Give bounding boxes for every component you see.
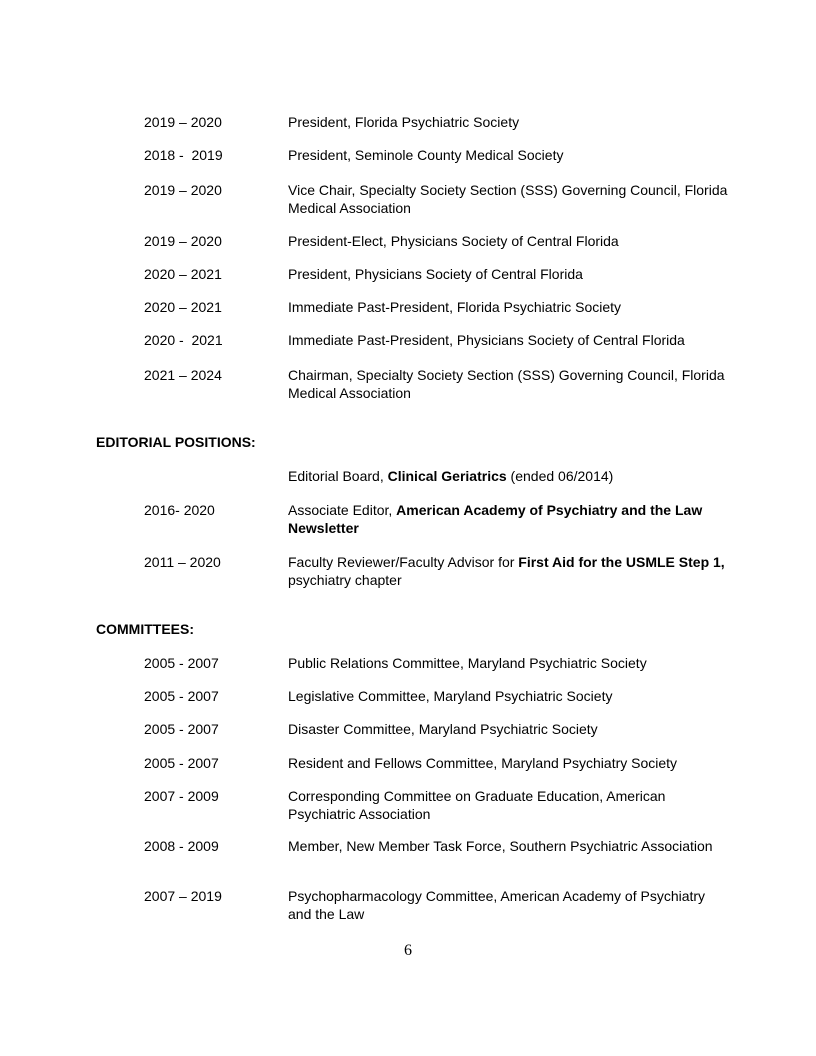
entry-description: Corresponding Committee on Graduate Education, American Psychiatric Association (288, 788, 666, 822)
entry-date: 2005 - 2007 (144, 755, 219, 771)
entry-date: 2019 – 2020 (144, 182, 222, 198)
entry-description: Vice Chair, Specialty Society Section (SSS) Governing Council, Florida Medical Association (288, 182, 728, 216)
entry-description: President-Elect, Physicians Society of Central Florida (288, 233, 619, 249)
entry-date: 2020 - 2021 (144, 332, 223, 348)
entry-description: Disaster Committee, Maryland Psychiatric Society (288, 721, 598, 737)
entry-description: Editorial Board, Clinical Geriatrics (ended 06/2014) (288, 468, 614, 484)
entry-date: 2016- 2020 (144, 502, 215, 518)
entry-date: 2020 – 2021 (144, 266, 222, 282)
entry-description: Immediate Past-President, Florida Psychiatric Society (288, 299, 622, 315)
entry-date: 2019 – 2020 (144, 233, 222, 249)
entry-description: Chairman, Specialty Society Section (SSS) Governing Council, Florida Medical Association (288, 367, 725, 401)
entry-description: President, Seminole County Medical Society (288, 147, 564, 163)
entry-date: 2018 - 2019 (144, 147, 223, 163)
entry-date: 2011 – 2020 (144, 554, 221, 570)
entry-date: 2007 – 2019 (144, 888, 222, 904)
section-heading-committees: COMMITTEES: (96, 621, 194, 637)
section-heading-editorial: EDITORIAL POSITIONS: (96, 434, 256, 450)
entry-description: Associate Editor, American Academy of Psychiatry and the Law Newsletter (288, 502, 703, 536)
entry-date: 2020 – 2021 (144, 299, 222, 315)
entry-date: 2005 - 2007 (144, 655, 219, 671)
entry-date: 2008 - 2009 (144, 838, 219, 854)
page-number: 6 (404, 942, 412, 959)
entry-description: Faculty Reviewer/Faculty Advisor for First Aid for the USMLE Step 1, psychiatry chapter (288, 554, 725, 588)
entry-date: 2005 - 2007 (144, 721, 219, 737)
entry-description: Legislative Committee, Maryland Psychiatric Society (288, 688, 613, 704)
entry-date: 2007 - 2009 (144, 788, 219, 804)
entry-date: 2005 - 2007 (144, 688, 219, 704)
entry-description: Public Relations Committee, Maryland Psychiatric Society (288, 655, 647, 671)
entry-description: Resident and Fellows Committee, Maryland Psychiatry Society (288, 755, 678, 771)
entry-description: President, Physicians Society of Central Florida (288, 266, 583, 282)
entry-description: President, Florida Psychiatric Society (288, 114, 520, 130)
entry-description: Immediate Past-President, Physicians Society of Central Florida (288, 332, 685, 348)
entry-date: 2021 – 2024 (144, 367, 222, 383)
entry-description: Psychopharmacology Committee, American Academy of Psychiatry and the Law (288, 888, 706, 922)
entry-description: Member, New Member Task Force, Southern Psychiatric Association (288, 838, 713, 854)
entry-date: 2019 – 2020 (144, 114, 222, 130)
